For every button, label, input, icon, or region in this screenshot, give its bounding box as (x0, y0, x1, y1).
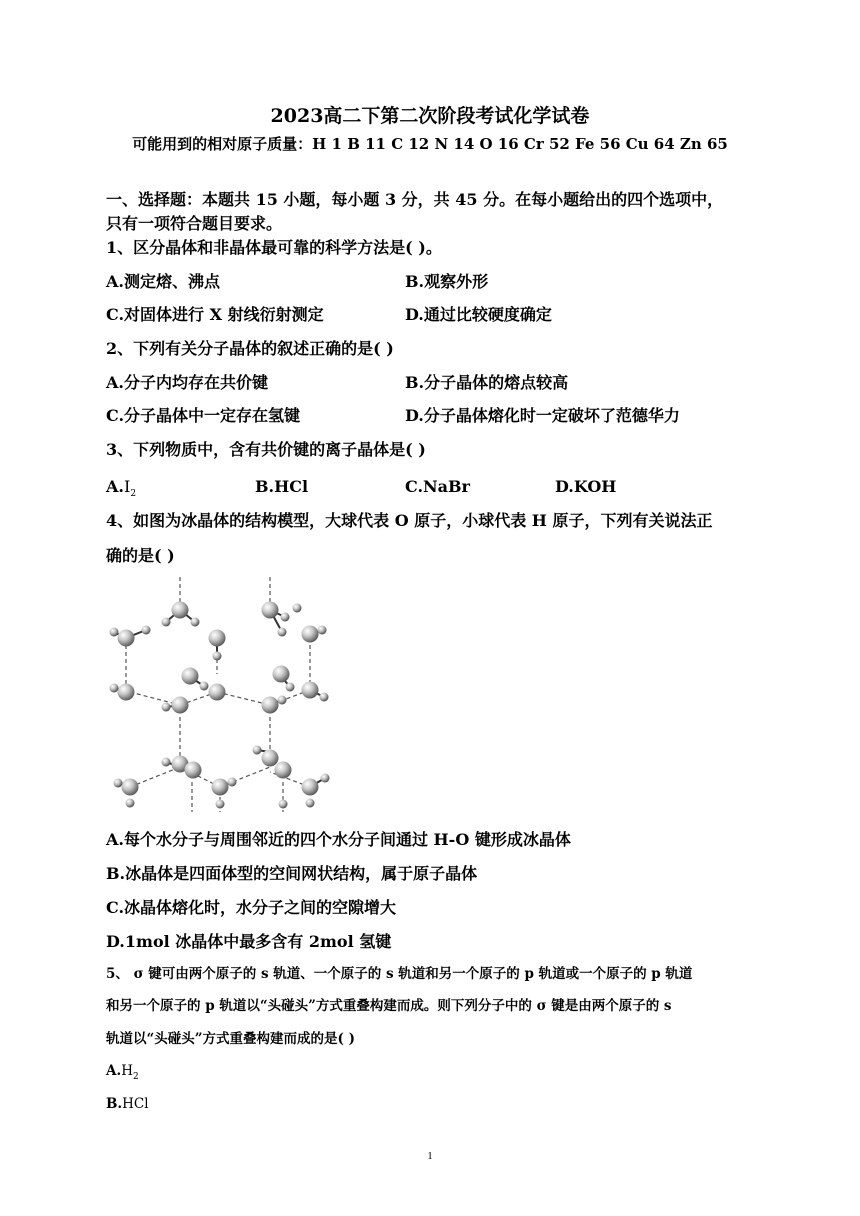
q5-b-formula: HCl (122, 1096, 149, 1112)
q2-option-b: B.分子晶体的熔点较高 (405, 373, 569, 392)
q4-stem-line1: 4、如图为冰晶体的结构模型，大球代表 O 原子，小球代表 H 原子，下列有关说法正 (106, 511, 713, 530)
q5-stem-line1: 5、 σ 键可由两个原子的 s 轨道、一个原子的 s 轨道和另一个原子的 p 轨道或一个原子的 p 轨道 (106, 966, 693, 982)
exam-title: 2023高二下第二次阶段考试化学试卷 (270, 105, 590, 127)
q2-option-d: D.分子晶体熔化时一定破坏了范德华力 (405, 406, 680, 425)
q1-option-c: C.对固体进行 X 射线衍射测定 (106, 305, 324, 324)
q2-option-a: A.分子内均存在共价键 (106, 373, 268, 392)
q5-stem-line2: 和另一个原子的 p 轨道以“头碰头”方式重叠构建而成。则下列分子中的 σ 键是由两个原子的 s (106, 998, 672, 1014)
q3-option-d: D.KOH (555, 477, 617, 496)
q5-a-prefix: A. (106, 1063, 122, 1079)
ice-crystal-model-figure (100, 572, 340, 817)
q2-stem: 2、下列有关分子晶体的叙述正确的是( ) (106, 339, 394, 358)
q4-stem-line2: 确的是( ) (106, 546, 175, 565)
q5-stem-line3: 轨道以“头碰头”方式重叠构建而成的是( ) (106, 1031, 356, 1047)
q5-b-prefix: B. (106, 1096, 123, 1112)
q2-option-c: C.分子晶体中一定存在氢键 (106, 406, 301, 425)
q3-a-subscript: 2 (130, 489, 137, 499)
q3-option-b: B.HCl (255, 477, 309, 496)
atomic-masses-note: 可能用到的相对原子质量：H 1 B 11 C 12 N 14 O 16 Cr 52 Fe 56 Cu 64 Zn 65 (132, 135, 728, 153)
q3-a-formula: I (123, 477, 131, 496)
q5-option-b (106, 1094, 149, 1114)
page-number: 1 (427, 1150, 433, 1162)
q4-option-c: C.冰晶体熔化时，水分子之间的空隙增大 (106, 898, 397, 917)
q1-option-d: D.通过比较硬度确定 (405, 305, 552, 324)
q3-option-c: C.NaBr (405, 477, 470, 496)
q3-a-prefix: A. (106, 477, 124, 496)
q1-option-b: B.观察外形 (405, 272, 489, 291)
q4-option-d: D.1mol 冰晶体中最多含有 2mol 氢键 (106, 932, 392, 951)
q4-option-b: B.冰晶体是四面体型的空间网状结构，属于原子晶体 (106, 864, 478, 883)
q3-option-a (106, 477, 136, 500)
q3-stem: 3、下列物质中，含有共价键的离子晶体是( ) (106, 440, 426, 459)
q1-stem: 1、区分晶体和非晶体最可靠的科学方法是( )。 (106, 238, 442, 257)
q5-option-a (106, 1061, 139, 1083)
section-header-line2: 只有一项符合题目要求。 (106, 214, 283, 233)
q4-option-a: A.每个水分子与周围邻近的四个水分子间通过 H-O 键形成冰晶体 (106, 830, 571, 849)
section-header-line1: 一、选择题：本题共 15 小题，每小题 3 分，共 45 分。在每小题给出的四个选项中， (106, 190, 724, 209)
q5-a-formula: H (121, 1063, 133, 1079)
q5-a-subscript: 2 (132, 1072, 139, 1082)
q1-option-a: A.测定熔、沸点 (106, 272, 220, 291)
